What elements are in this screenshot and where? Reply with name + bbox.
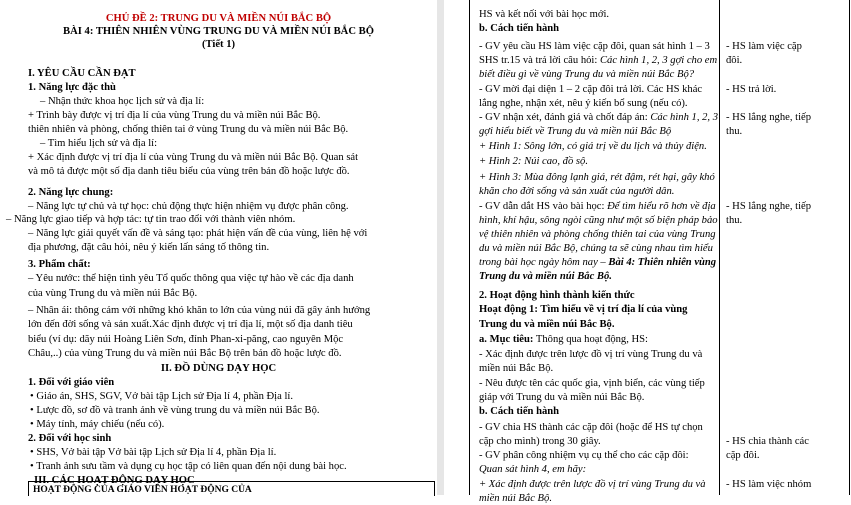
text-line: - GV chia HS thành các cặp đôi (hoặc để HS tự chọn	[479, 422, 703, 433]
text-line: khăn cho đời sống và sản xuất của người dân.	[479, 186, 675, 197]
text-line: biết điều gì về vùng Trung du và miền núi Bắc Bộ?	[479, 69, 695, 80]
section-heading: 2. Hoạt động hình thành kiến thức	[479, 290, 635, 301]
text-line: của vùng Trung du và miền núi Bắc Bộ.	[28, 288, 198, 299]
bullet-text: Lược đồ, sơ đồ và tranh ảnh về vùng trung du và miền núi Bắc Bộ.	[36, 405, 320, 416]
text-line: – Năng lực giải quyết vấn đề và sáng tạo: phát hiện vấn đề của vùng, liên hệ với	[28, 228, 368, 239]
text-line: miền núi Bắc Bộ.	[479, 363, 554, 374]
text-line: + Xác định được trên lược đồ vị trí vùng Trung du và	[479, 479, 706, 490]
text-line: lắng nghe, nhận xét, nêu ý kiến bổ sung (nếu có).	[479, 98, 688, 109]
section-1-title: I. YÊU CẦU CẦN ĐẠT	[28, 68, 136, 79]
bullet-text: Tranh ảnh sưu tầm và dụng cụ học tập có liên quan đến nội dung bài học.	[36, 461, 347, 472]
hs-activity: - HS trả lời.	[726, 84, 777, 95]
text-line: + Hình 2: Núi cao, đồ sộ.	[479, 156, 588, 167]
section-2-title: II. ĐỒ DÙNG DẠY HỌC	[160, 363, 277, 374]
bullet-item: • SHS, Vở bài tập Vở bài tập Lịch sử Địa lí 4, phần Địa lí.	[30, 447, 277, 458]
text-line: miền núi Bắc Bộ.	[479, 493, 552, 504]
text-line: Châu,..) của vùng Trung du và miền núi Bắc Bộ trên bản đồ hoặc lược đồ.	[28, 348, 342, 359]
hs-activity: thu.	[726, 215, 743, 226]
bullet-text: Máy tính, máy chiếu (nếu có).	[36, 419, 165, 430]
bullet-item: • Máy tính, máy chiếu (nếu có).	[30, 419, 165, 430]
text-line: + Hình 3: Mùa đông lạnh giá, rét đậm, rét hại, gây khó	[479, 172, 715, 183]
text-line: + Trình bày được vị trí địa lí của vùng Trung du và miền núi Bắc Bộ.	[28, 110, 321, 121]
text-line: - GV dẫn dắt HS vào bài học: Để tìm hiểu rõ hơn về địa	[479, 201, 716, 212]
hs-activity: thu.	[726, 126, 743, 137]
bullet-text: Giáo án, SHS, SGV, Vở bài tập Lịch sử Địa lí 4, phần Địa lí.	[36, 391, 294, 402]
text-line: - GV nhận xét, đánh giá và chốt đáp án: Các hình 1, 2, 3	[479, 112, 719, 123]
text-line: + Hình 1: Sông lớn, có giá trị về du lịch và thủy điện.	[479, 141, 707, 152]
lesson-title: BÀI 4: THIÊN NHIÊN VÙNG TRUNG DU VÀ MIỀN NÚI BẮC BỘ	[63, 26, 374, 37]
text-line: Trung du và miền núi Bắc Bộ.	[479, 271, 612, 282]
text-line: trong bài học ngày hôm nay – Bài 4: Thiên nhiên vùng	[479, 257, 717, 268]
hs-activity: đôi.	[726, 55, 743, 66]
section-1-3: 3. Phẩm chất:	[28, 259, 91, 270]
hs-activity: - HS lắng nghe, tiếp	[726, 201, 812, 212]
text-line: - Nêu được tên các quốc gia, vịnh biển, các vùng tiếp	[479, 378, 705, 389]
text-line: địa phương, đặt câu hỏi, nêu ý kiến lấn sáng tố thông tin.	[28, 242, 270, 253]
table-header-cut: HOẠT ĐỘNG CỦA GIÁO VIÊN HOẠT ĐỘNG CỦA	[33, 485, 252, 495]
text-line: - GV phân công nhiệm vụ cụ thể cho các cặp đôi:	[479, 450, 689, 461]
lesson-period: (Tiết 1)	[201, 39, 236, 50]
text-line: HS và kết nối với bài học mới.	[479, 9, 610, 20]
text-line: a. Mục tiêu: Thông qua hoạt động, HS:	[479, 334, 649, 345]
hs-activity: - HS làm việc nhóm	[726, 479, 812, 490]
activity-title: Trung du và miền núi Bắc Bộ.	[479, 319, 615, 330]
text-line: lớn đến đời sống và sản xuất.Xác định được vị trí địa lí, một số địa danh tiêu	[28, 319, 353, 330]
activity-table-top	[28, 481, 435, 496]
bullet-text: SHS, Vở bài tập Vở bài tập Lịch sử Địa lí 4, phần Địa lí.	[36, 447, 277, 458]
text-line: – Tìm hiểu lịch sử và địa lí:	[40, 138, 158, 149]
text-line: cặp cho mình) trong 30 giây.	[479, 436, 601, 447]
table-border-right	[849, 0, 850, 495]
section-1-2: 2. Năng lực chung:	[28, 187, 114, 198]
text-line: - GV yêu cầu HS làm việc cặp đôi, quan sát hình 1 – 3	[479, 41, 710, 52]
text-line: và mô tả được một số địa danh tiêu biểu của vùng trên bản đồ hoặc lược đồ.	[28, 166, 350, 177]
text-line: gợi hiểu biết về Trung du và miền núi Bắc Bộ	[479, 126, 672, 137]
text-line: - Xác định được trên lược đồ vị trí vùng Trung du và	[479, 349, 703, 360]
document-page-right	[444, 0, 851, 504]
bullet-item: • Lược đồ, sơ đồ và tranh ảnh về vùng trung du và miền núi Bắc Bộ.	[30, 405, 320, 416]
section-1-1: 1. Năng lực đặc thù	[28, 82, 116, 93]
text-line: Quan sát hình 4, em hãy:	[479, 464, 587, 475]
activity-title: Hoạt động 1: Tìm hiểu về vị trí địa lí của vùng	[479, 304, 688, 315]
hs-activity: - HS chia thành các	[726, 436, 809, 447]
page-gap	[437, 0, 444, 495]
text-line: thiên nhiên và phòng, chống thiên tai ở vùng Trung du và miền núi Bắc Bộ.	[28, 124, 349, 135]
text-line: du và miền núi Bắc Bộ, chúng ta sẽ cùng nhau tìm hiểu	[479, 243, 713, 254]
bullet-item: • Giáo án, SHS, SGV, Vở bài tập Lịch sử Địa lí 4, phần Địa lí.	[30, 391, 294, 402]
text-line: + Xác định được vị trí địa lí của vùng Trung du và miền núi Bắc Bộ. Quan sát	[28, 152, 359, 163]
text-line: vệ thiên nhiên và phòng chống thiên tai của vùng Trung	[479, 229, 716, 240]
table-border-middle	[719, 0, 720, 495]
section-2-1: 1. Đối với giáo viên	[28, 377, 115, 388]
text-line: - GV mời đại diện 1 – 2 cặp đôi trả lời. Các HS khác	[479, 84, 703, 95]
bullet-item: • Tranh ảnh sưu tầm và dụng cụ học tập có liên quan đến nội dung bài học.	[30, 461, 347, 472]
text-line: – Năng lực tự chủ và tự học: chủ động thực hiện nhiệm vụ được phân công.	[28, 201, 349, 212]
text-line: – Nhân ái: thông cảm với những khó khăn to lớn của vùng núi đã gây ảnh hưởng	[28, 305, 371, 316]
text-line: giáp với Trung du và miền núi Bắc Bộ.	[479, 392, 645, 403]
hs-activity: - HS lắng nghe, tiếp	[726, 112, 812, 123]
hs-activity: cặp đôi.	[726, 450, 760, 461]
hs-activity: - HS làm việc cặp	[726, 41, 802, 52]
text-line: biểu (ví dụ: dãy núi Hoàng Liên Sơn, đỉnh Phan-xi-păng, cao nguyên Mộc	[28, 334, 344, 345]
text-line: – Nhận thức khoa học lịch sử và địa lí:	[40, 96, 205, 107]
text-line: b. Cách tiến hành	[479, 406, 560, 417]
section-2-2: 2. Đối với học sinh	[28, 433, 112, 444]
text-line: SHS tr.15 và trả lời câu hỏi: Các hình 1, 2, 3 gợi cho em	[479, 55, 718, 66]
topic-heading: CHỦ ĐỀ 2: TRUNG DU VÀ MIỀN NÚI BẮC BỘ	[105, 13, 332, 24]
section-3-title: III. CÁC HOẠT ĐỘNG DẠY HỌC	[34, 475, 195, 486]
text-line: – Yêu nước: thể hiện tình yêu Tổ quốc thông qua việc tự hào về các địa danh	[28, 273, 354, 284]
table-border-left	[469, 0, 470, 495]
text-line: – Năng lực giao tiếp và hợp tác: tự tin trao đổi với thành viên nhóm.	[6, 214, 296, 225]
text-line: b. Cách tiến hành	[479, 23, 560, 34]
text-line: hình, khí hậu, sông ngòi cũng như một số biện pháp bảo	[479, 215, 718, 226]
